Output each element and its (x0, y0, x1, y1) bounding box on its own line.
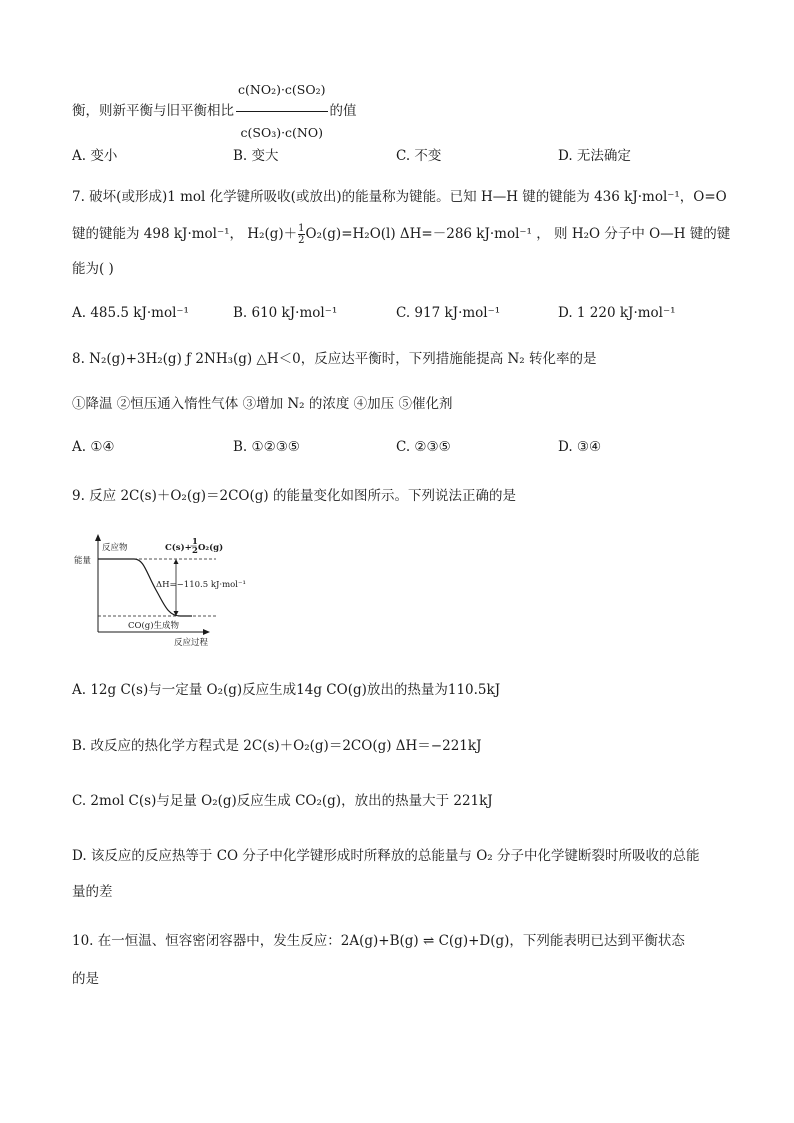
q7-option-b[interactable]: B. 610 kJ·mol⁻¹ (233, 305, 338, 321)
q10-line-2: 的是 (72, 971, 99, 987)
x-axis-arrow (203, 629, 210, 635)
reactant-formula-b: O₂(g) (198, 543, 224, 553)
product-label: CO(g)生成物 (128, 621, 180, 631)
delta-h-label: ΔH=−110.5 kJ·mol⁻¹ (156, 580, 246, 590)
q6-option-b[interactable]: B. 变大 (233, 148, 279, 164)
q7-line-2 (72, 221, 730, 247)
q8-options (72, 439, 732, 457)
reactant-formula-frac-den: 2 (192, 546, 198, 556)
q9-option-c[interactable]: C. 2mol C(s)与足量 O₂(g)反应生成 CO₂(g)，放出的热量大于 221kJ (72, 793, 493, 809)
q7-line-3: 能为( ) (72, 261, 114, 277)
q9-line-1: 9. 反应 2C(s)＋O₂(g)＝2CO(g) 的能量变化如图所示。下列说法正确的是 (72, 488, 516, 504)
q8-option-d[interactable]: D. ③④ (558, 439, 602, 455)
q7-line-2-a: 键的键能为 498 kJ·mol⁻¹， H₂(g)＋ (72, 226, 298, 242)
q7-option-c[interactable]: C. 917 kJ·mol⁻¹ (396, 305, 501, 321)
q6-option-c[interactable]: C. 不变 (396, 148, 442, 164)
q6-option-a[interactable]: A. 变小 (72, 148, 118, 164)
y-axis-label: 能量 (74, 556, 92, 566)
q6-text-after: 的值 (329, 103, 357, 119)
q8-option-a[interactable]: A. ①④ (72, 439, 115, 455)
q7-line-2-b: O₂(g)=H₂O(l) ΔH=－286 kJ·mol⁻¹ ， 则 H₂O 分子中 O—H 键的键 (305, 226, 731, 242)
reactant-formula-a: C(s)+ (165, 543, 192, 553)
q9-energy-diagram (72, 532, 282, 650)
q7-half-fraction (298, 223, 304, 246)
q7-half-denominator: 2 (298, 235, 305, 246)
delta-h-arrow-head-top (174, 559, 179, 564)
q7-option-d[interactable]: D. 1 220 kJ·mol⁻¹ (558, 305, 676, 321)
q6-stem (72, 70, 357, 153)
q6-fraction-denominator: c(SO₃)·c(NO) (240, 125, 323, 140)
q9-option-d-line-1[interactable]: D. 该反应的反应热等于 CO 分子中化学键形成时所释放的总能量与 O₂ 分子中化学键断裂时所吸收的总能 (72, 848, 700, 864)
q6-ratio-fraction (236, 70, 328, 153)
reactant-formula-frac-num: 1 (192, 537, 198, 547)
q7-half-numerator: 1 (298, 223, 305, 234)
q6-fraction-numerator: c(NO₂)·c(SO₂) (236, 70, 328, 112)
q10-line-1: 10. 在一恒温、恒容密闭容器中，发生反应：2A(g)+B(g) ⇌ C(g)+D(g)，下列能表明已达到平衡状态 (72, 933, 685, 949)
q7-line-1: 7. 破坏(或形成)1 mol 化学键所吸收(或放出)的能量称为键能。已知 H—H 键的键能为 436 kJ·mol⁻¹，O=O (72, 189, 727, 205)
y-axis-arrow (95, 534, 101, 541)
q6-text-before: 衡，则新平衡与旧平衡相比 (72, 103, 234, 119)
energy-diagram-svg (72, 532, 282, 650)
reactant-label: 反应物 (102, 543, 128, 553)
q7-option-a[interactable]: A. 485.5 kJ·mol⁻¹ (72, 305, 189, 321)
q8-option-c[interactable]: C. ②③⑤ (396, 439, 451, 455)
q8-line-1: 8. N₂(g)+3H₂(g) ƒ 2NH₃(g) △H＜0，反应达平衡时，下列措施能提高 N₂ 转化率的是 (72, 351, 597, 367)
q6-options (72, 144, 732, 162)
q9-option-a[interactable]: A. 12g C(s)与一定量 O₂(g)反应生成14g CO(g)放出的热量为110.5kJ (72, 682, 501, 698)
q8-option-b[interactable]: B. ①②③⑤ (233, 439, 300, 455)
q9-option-d-line-2[interactable]: 量的差 (72, 884, 113, 900)
x-axis-label: 反应过程 (174, 638, 209, 648)
q7-options (72, 305, 732, 323)
q6-option-d[interactable]: D. 无法确定 (558, 148, 631, 164)
q9-option-b[interactable]: B. 改反应的热化学方程式是 2C(s)＋O₂(g)＝2CO(g) ΔH＝−221kJ (72, 738, 482, 754)
q8-line-2: ①降温 ②恒压通入惰性气体 ③增加 N₂ 的浓度 ④加压 ⑤催化剂 (72, 396, 453, 412)
